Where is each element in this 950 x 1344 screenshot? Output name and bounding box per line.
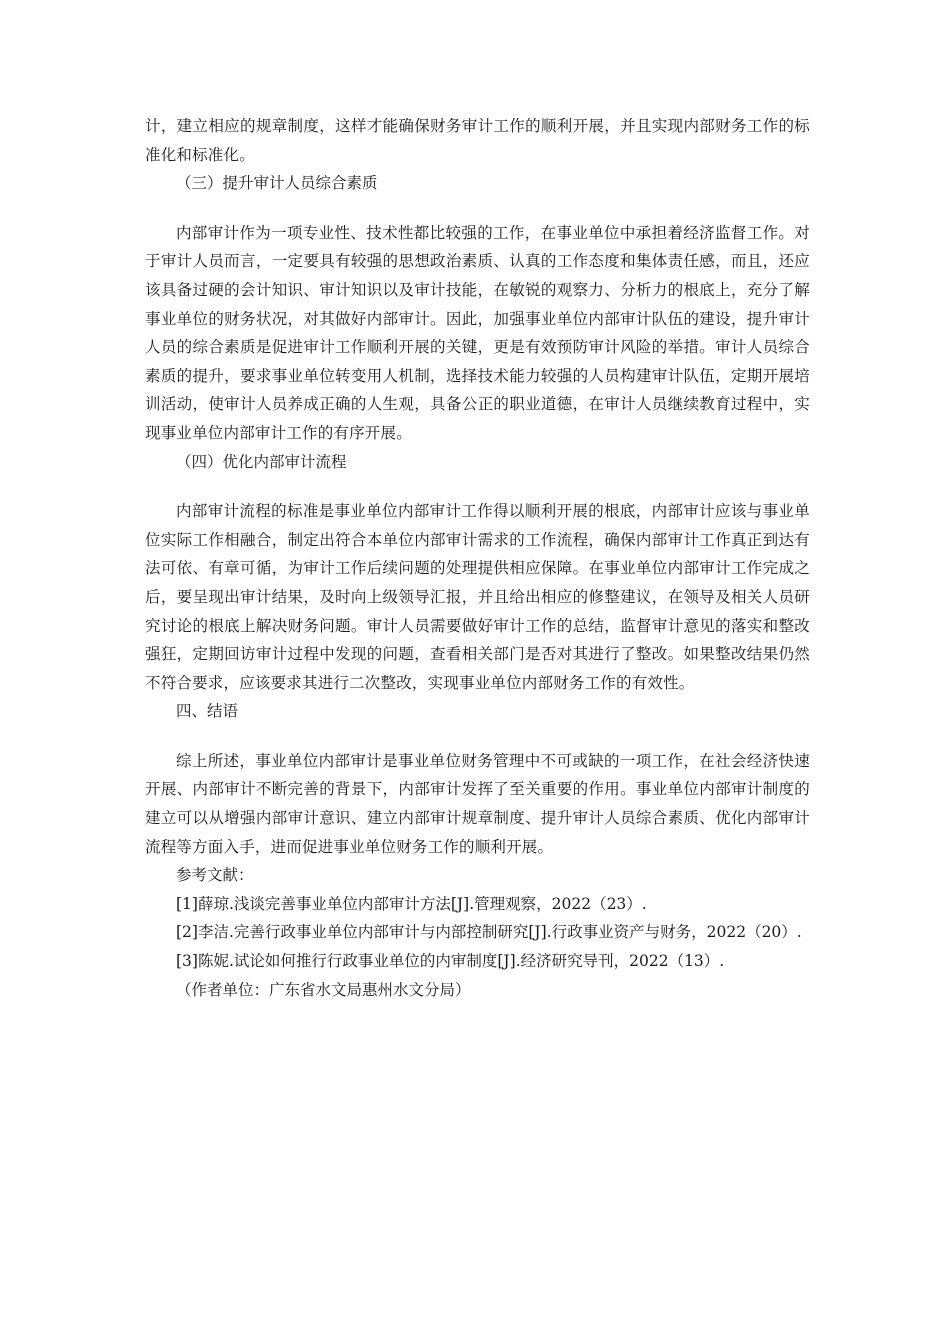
paragraph-section-4: 内部审计流程的标准是事业单位内部审计工作得以顺利开展的根底，内部审计应该与事业单位实际工作相融合，制定出符合本单位内部审计需求的工作流程，确保内部审计工作真正到达有法可依、有章可循，为审计工作后续问题的处理提供相应保障。在事业单位内部审计工作完成之后，要呈现出审计结果，及时向上级领导汇报，并且给出相应的修整建议，在领导及相关人员研究讨论的根底上解决财务问题。审计人员需要做好审计工作的总结，监督审计意见的落实和整改强狂，定期回访审计过程中发现的问题，查看相关部门是否对其进行了整改。如果整改结果仍然不符合要求，应该要求其进行二次整改，实现事业单位内部财务工作的有效性。 bbox=[145, 502, 810, 692]
reference-item: [2]李洁.完善行政事业单位内部审计与内部控制研究[J].行政事业资产与财务，2022（20）. bbox=[176, 923, 802, 942]
author-affiliation: （作者单位：广东省水文局惠州水文分局） bbox=[176, 980, 471, 999]
document-page bbox=[145, 112, 810, 1004]
paragraph-section-3: 内部审计作为一项专业性、技术性都比较强的工作，在事业单位中承担着经济监督工作。对于审计人员而言，一定要具有较强的思想政治素质、认真的工作态度和集体责任感，而且，还应该具备过硬的会计知识、审计知识以及审计技能，在敏锐的观察力、分析力的根底上，充分了解事业单位的财务状况，对其做好内部审计。因此，加强事业单位内部审计队伍的建设，提升审计人员的综合素质是促进审计工作顺利开展的关键，更是有效预防审计风险的举措。审计人员综合素质的提升，要求事业单位转变用人机制，选择技术能力较强的人员构建审计队伍，定期开展培训活动，使审计人员养成正确的人生观，具备公正的职业道德，在审计人员继续教育过程中，实现事业单位内部审计工作的有序开展。 bbox=[145, 223, 810, 442]
paragraph-conclusion: 综上所述，事业单位内部审计是事业单位财务管理中不可或缺的一项工作，在社会经济快速开展、内部审计不断完善的背景下，内部审计发挥了至关重要的作用。事业单位内部审计制度的建立可以从增强内部审计意识、建立内部审计规章制度、提升审计人员综合素质、优化内部审计流程等方面入手，进而促进事业单位财务工作的顺利开展。 bbox=[145, 751, 810, 856]
section-heading-3: （三）提升审计人员综合素质 bbox=[176, 174, 378, 193]
conclusion-heading: 四、结语 bbox=[176, 702, 239, 721]
reference-item: [1]薛琼.浅谈完善事业单位内部审计方法[J].管理观察，2022（23）. bbox=[176, 894, 647, 913]
references-title: 参考文献： bbox=[176, 866, 254, 885]
paragraph-continued: 计，建立相应的规章制度，这样才能确保财务审计工作的顺利开展，并且实现内部财务工作的标准化和标准化。 bbox=[145, 117, 810, 164]
reference-item: [3]陈妮.试论如何推行行政事业单位的内审制度[J].经济研究导刊，2022（13）. bbox=[176, 952, 725, 971]
section-heading-4: （四）优化内部审计流程 bbox=[176, 452, 347, 471]
